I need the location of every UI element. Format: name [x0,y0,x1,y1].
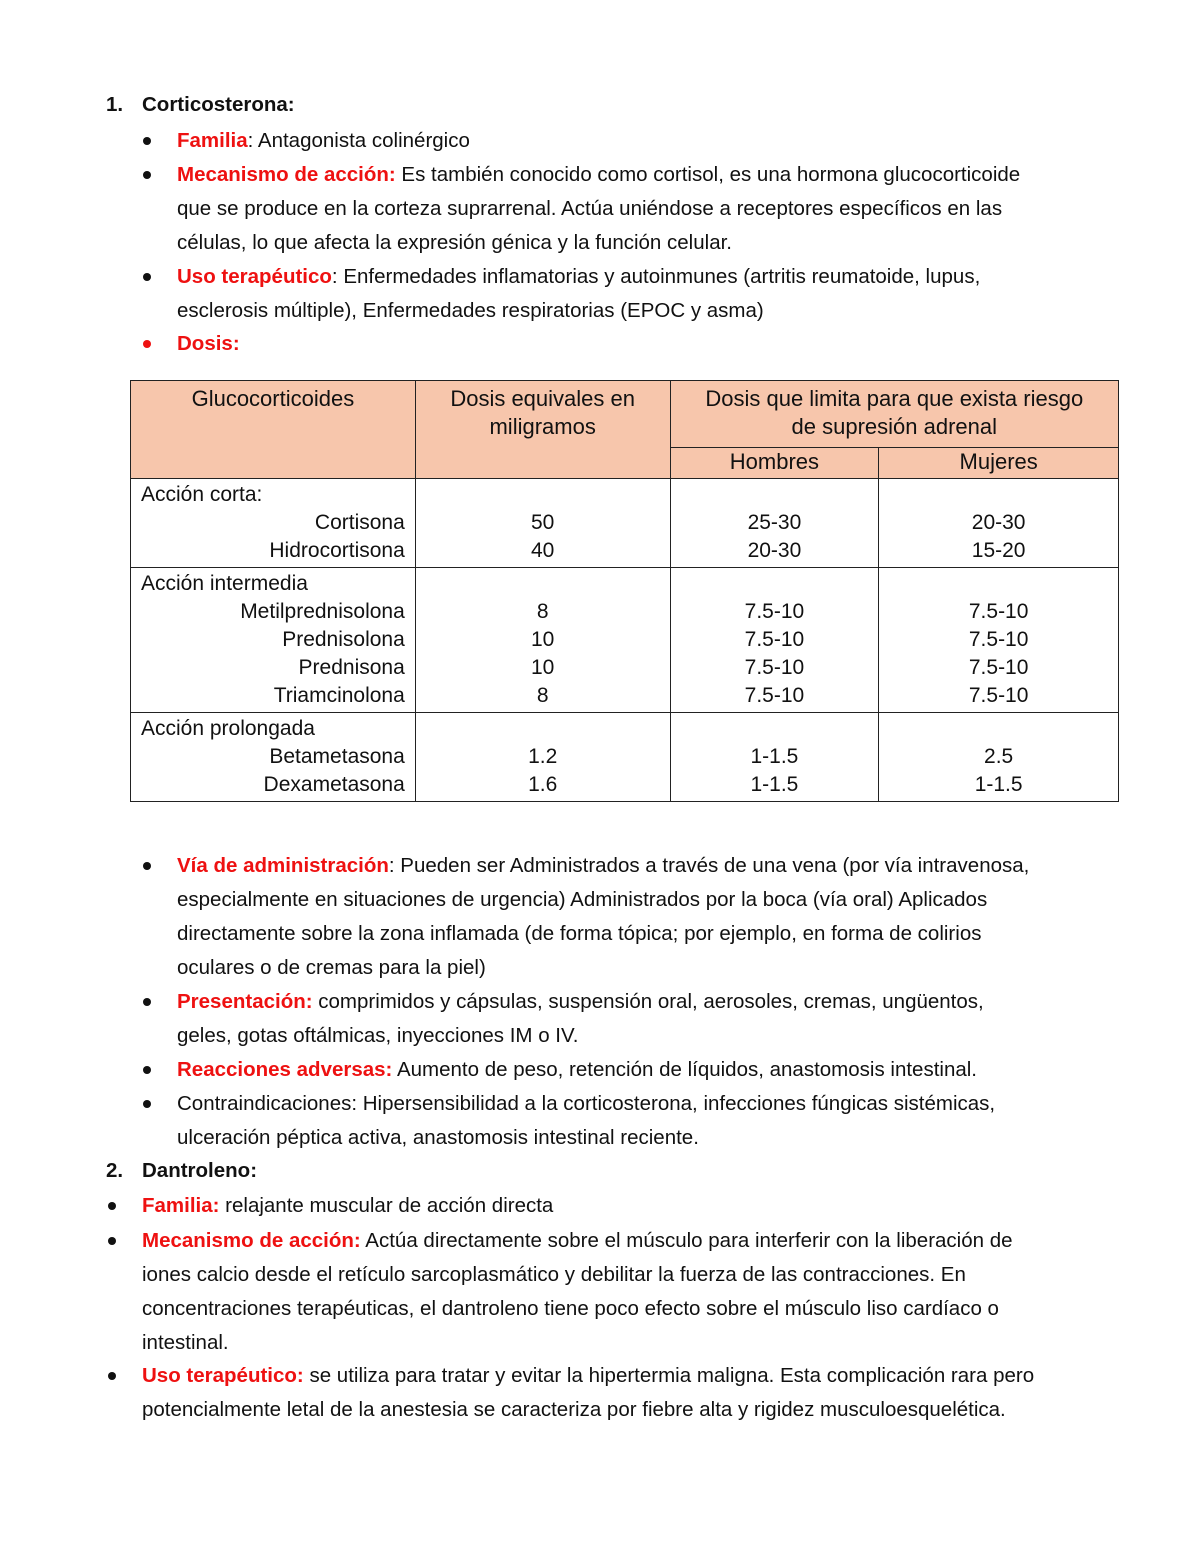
bullet-dosis [177,327,1137,361]
bullet-dot-icon [108,1372,116,1380]
bullet-label: Presentación: [177,990,313,1013]
dose-value: 1.6 [528,773,558,796]
bullet-mecanismo: Mecanismo de acción: Es también conocido como cortisol, es una hormona glucocorticoide que se produce en la corteza suprarrenal. Actúa uniéndose a receptores específicos en las células, lo que afecta la expresión génica y la función celular. [177,158,1137,260]
bullet-label: Familia: [142,1194,220,1217]
section-2-number: 2. [106,1159,124,1182]
mujeres-value: 7.5-10 [968,600,1029,623]
bullet-dot-icon [143,1100,151,1108]
bullet-contraindicaciones: Contraindicaciones: Hipersensibilidad a la corticosterona, infecciones fúngicas sistémicas, ulceración péptica activa, anastomosis intestinal reciente. [177,1087,1137,1155]
hombres-value: 7.5-10 [744,600,805,623]
bullet-via-administracion: Vía de administración: Pueden ser Administrados a través de una vena (por vía intravenosa, especialmente en situaciones de urgencia) Administrados por la boca (vía oral) Aplicados directamente sobre la zona inflamada (de forma tópica; por ejemplo, en forma de colirios oculares o de cremas para la piel) [177,849,1137,985]
bullet-dot-icon [143,273,151,281]
bullet-dot-icon [143,862,151,870]
header-dosis-limite: Dosis que limita para que exista riesgo de supresión adrenal [670,381,1118,448]
bullet-label: Uso terapéutico: [142,1364,304,1387]
mujeres-value: 7.5-10 [968,628,1029,651]
dose-value: 8 [536,600,549,623]
bullet-dot-icon [143,340,151,348]
mujeres-value: 20-30 [971,511,1026,534]
bullet-familia-dantroleno: Familia: relajante muscular de acción directa [142,1189,1142,1223]
table-group-accion-intermedia [131,568,1119,713]
drug-name: Prednisolona [282,628,405,651]
bullet-uso-terapeutico: Uso terapéutico: Enfermedades inflamatorias y autoinmunes (artritis reumatoide, lupus, esclerosis múltiple), Enfermedades respiratorias (EPOC y asma) [177,260,1137,328]
header-glucocorticoides: Glucocorticoides [131,381,416,479]
bullet-dot-icon [108,1202,116,1210]
bullet-dot-icon [108,1237,116,1245]
bullet-dot-icon [143,137,151,145]
hombres-value: 1-1.5 [750,745,799,768]
bullet-label: Familia [177,129,248,152]
bullet-label: Dosis: [177,332,240,355]
bullet-dot-icon [143,171,151,179]
section-2-title: Dantroleno: [142,1159,258,1182]
hombres-value: 7.5-10 [744,628,805,651]
hombres-value: 7.5-10 [744,684,805,707]
mujeres-value: 7.5-10 [968,656,1029,679]
dose-value: 10 [530,656,555,679]
bullet-label: Reacciones adversas: [177,1058,393,1081]
bullet-label: Vía de administración [177,854,389,877]
bullet-dot-icon [143,998,151,1006]
dose-value: 40 [530,539,555,562]
bullet-text: Antagonista colinérgico [253,129,470,152]
section-1-number: 1. [106,93,124,116]
mujeres-value: 2.5 [984,745,1014,768]
section-1-heading [106,88,295,122]
hombres-value: 25-30 [747,511,802,534]
mujeres-value: 15-20 [971,539,1026,562]
header-mujeres: Mujeres [879,448,1119,479]
hombres-value: 20-30 [747,539,802,562]
group-title: Acción prolongada [141,717,315,740]
hombres-value: 1-1.5 [750,773,799,796]
bullet-reacciones-adversas: Reacciones adversas: Aumento de peso, retención de líquidos, anastomosis intestinal. [177,1053,1137,1087]
drug-name: Triamcinolona [273,684,405,707]
drug-name: Cortisona [314,511,405,534]
bullet-label: Mecanismo de acción: [177,163,396,186]
bullet-label: Uso terapéutico [177,265,332,288]
table-group-accion-prolongada [131,713,1119,802]
bullet-familia: Familia: Antagonista colinérgico [177,124,1137,158]
drug-name: Dexametasona [263,773,405,796]
drug-name: Prednisona [298,656,405,679]
group-title: Acción intermedia [141,572,308,595]
mujeres-value: 7.5-10 [968,684,1029,707]
bullet-presentacion: Presentación: comprimidos y cápsulas, suspensión oral, aerosoles, cremas, ungüentos, geles, gotas oftálmicas, inyecciones IM o IV. [177,985,1137,1053]
header-dosis-equivales: Dosis equivales en miligramos [415,381,670,479]
dose-value: 10 [530,628,555,651]
hombres-value: 7.5-10 [744,656,805,679]
bullet-label: Mecanismo de acción: [142,1229,361,1252]
drug-name: Hidrocortisona [269,539,405,562]
bullet-mecanismo-dantroleno: Mecanismo de acción: Actúa directamente sobre el músculo para interferir con la liberación de iones calcio desde el retículo sarcoplasmático y debilitar la fuerza de las contracciones. En concentraciones terapéuticas, el dantroleno tiene poco efecto sobre el músculo liso cardíaco o intestinal. [142,1224,1142,1360]
section-1-title: Corticosterona: [142,93,295,116]
section-2-heading [106,1154,257,1188]
mujeres-value: 1-1.5 [974,773,1023,796]
bullet-dot-icon [143,1066,151,1074]
dose-value: 50 [530,511,555,534]
header-hombres: Hombres [670,448,879,479]
dose-value: 1.2 [528,745,558,768]
dose-value: 8 [536,684,549,707]
table-group-accion-corta [131,479,1119,568]
bullet-uso-dantroleno: Uso terapéutico: se utiliza para tratar y evitar la hipertermia maligna. Esta complicación rara pero potencialmente letal de la anestesia se caracteriza por fiebre alta y rigidez musculoesquelética. [142,1359,1152,1427]
glucocorticoides-table [130,380,1119,802]
group-title: Acción corta: [141,483,263,506]
drug-name: Betametasona [269,745,405,768]
drug-name: Metilprednisolona [240,600,405,623]
